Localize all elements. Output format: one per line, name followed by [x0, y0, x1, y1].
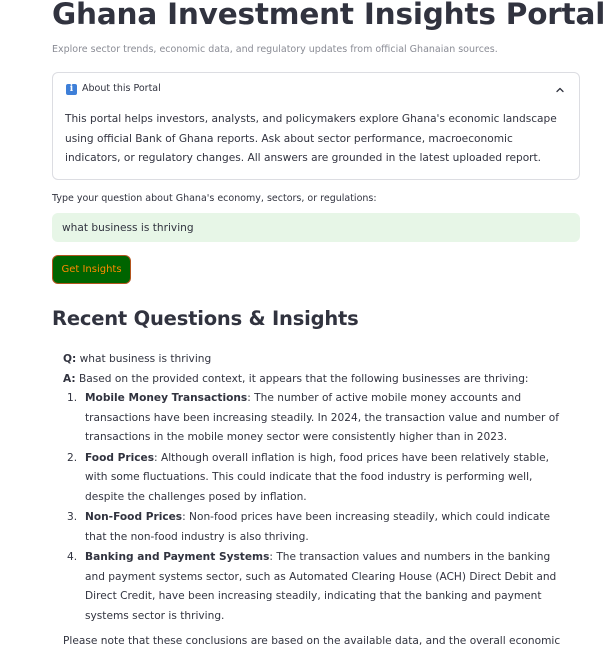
question-input[interactable]	[52, 213, 580, 242]
info-icon: i	[66, 84, 77, 95]
page-subtitle: Explore sector trends, economic data, and regulatory updates from official Ghanaian sources.	[52, 44, 498, 55]
q-label: Q:	[63, 353, 77, 365]
answer-list	[63, 389, 568, 626]
list-item	[63, 389, 568, 448]
list-item-number: 2.	[67, 451, 78, 464]
list-item-title: Banking and Payment Systems	[85, 551, 270, 563]
about-expander-header[interactable]	[66, 83, 567, 99]
list-item-title: Mobile Money Transactions	[85, 392, 248, 404]
list-item	[63, 548, 568, 626]
list-item-number: 3.	[67, 511, 78, 523]
closing-note: Please note that these conclusions are based on the available data, and the overall economic	[63, 635, 561, 647]
recent-insights-title: Recent Questions & Insights	[52, 307, 359, 330]
page-title: Ghana Investment Insights Portal	[52, 0, 606, 31]
list-item-text: : The number of active mobile money accounts and transactions have been increasing steadily. In 2024, the transaction value and number of transactions in the mobile money sector were consistently higher than in 2023.	[85, 392, 559, 443]
about-body: This portal helps investors, analysts, and policymakers explore Ghana's economic landscape using official Bank of Ghana reports. Ask about sector performance, macroeconomic indicators, or regulatory changes. All answers are grounded in the latest uploaded report.	[65, 113, 557, 164]
chevron-up-icon[interactable]	[555, 85, 565, 95]
list-item-number: 4.	[67, 551, 78, 563]
about-expander	[52, 72, 580, 180]
list-item-text: : Non-food prices have been increasing steadily, which could indicate that the non-food industry is also thriving.	[85, 511, 551, 543]
question-line	[63, 350, 568, 370]
list-item-title: Food Prices	[85, 451, 155, 464]
list-item-text: : Although overall inflation is high, food prices have been relatively stable, with some fluctuations. This could indicate that the food industry is performing well, despite the challenges posed by inflation.	[85, 451, 550, 503]
list-item-text: : The transaction values and numbers in the banking and payment systems sector, such as Automated Clearing House (ACH) Direct Debit and Direct Credit, have been increasing steadily, indicating that the banking and payment systems sector is thriving.	[85, 551, 557, 622]
a-intro-text: Based on the provided context, it appears that the following businesses are thriving:	[79, 372, 529, 385]
q-text: what business is thriving	[79, 353, 212, 365]
list-item-title: Non-Food Prices	[85, 511, 183, 523]
get-insights-button[interactable]: Get Insights	[52, 255, 131, 284]
a-label: A:	[63, 372, 76, 385]
list-item	[63, 449, 568, 508]
question-label: Type your question about Ghana's economy, sectors, or regulations:	[52, 193, 377, 204]
list-item-number: 1.	[67, 392, 78, 404]
qa-block	[63, 350, 568, 652]
answer-intro	[63, 370, 568, 390]
list-item	[63, 508, 568, 547]
about-expander-title: About this Portal	[82, 83, 161, 94]
